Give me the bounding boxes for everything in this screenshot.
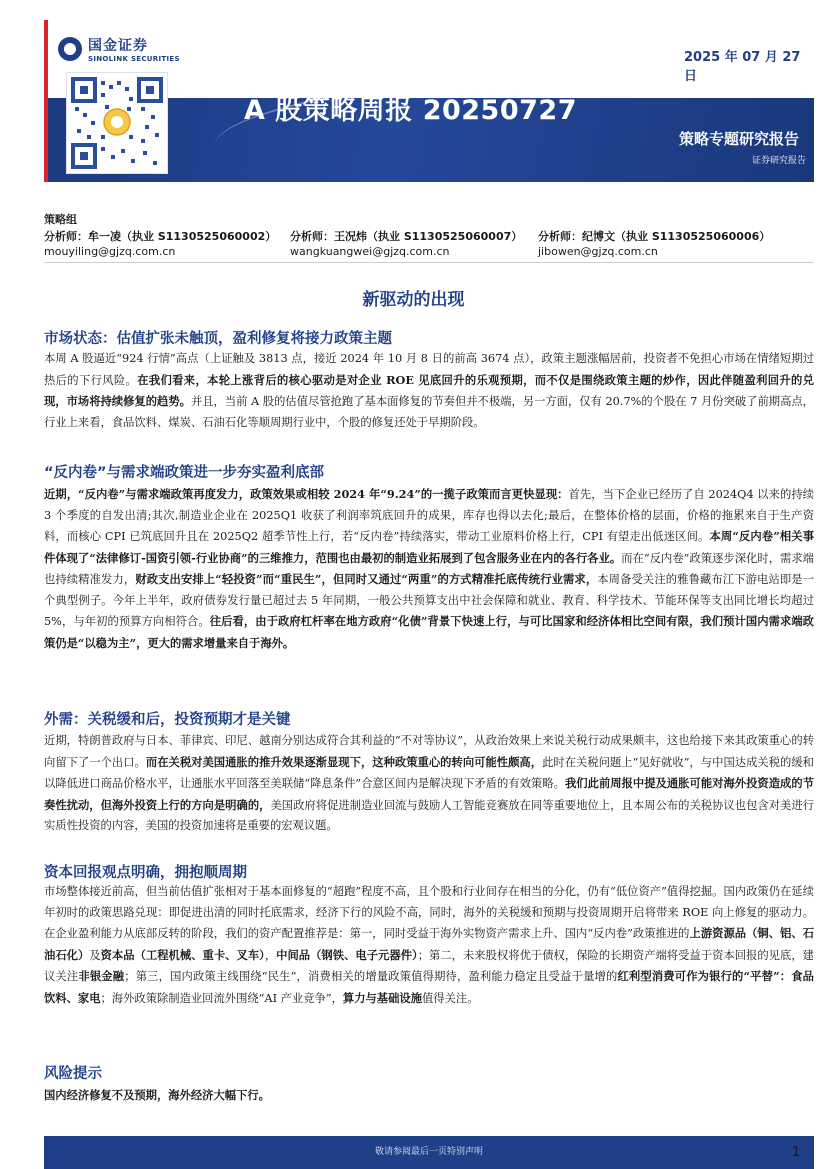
text-run-bold: 资本品（工程机械、重卡、叉车） <box>100 947 265 962</box>
text-run: 首先，当下企业已经历了自 2024Q4 以来的持续 3 个季度的自发出清;其次,制造业企业在 2025Q1 收获了利润率筑底回升的成果，库存也得以去化;最后，在整体价格的层面，价格的拖累来自于生产资料，而核心 CPI 已筑底回升且在 2025Q2 超季节性上行，若“反内卷”持续落实，带动工业原料价格上行，CPI 有望走出低迷区间。 <box>44 488 814 543</box>
text-run-bold: 中间品（钢铁、电子元器件） <box>276 947 418 962</box>
text-run-bold: 上游资源品（铜、铝、石油石化） <box>44 926 814 962</box>
logo-text-cn: 国金证券 <box>88 38 148 54</box>
section-title-external-demand: 外需：关税缓和后，投资预期才是关键 <box>44 712 291 728</box>
text-run-bold: 往后看，由于政府杠杆率在地方政府“化债”背景下快速上行，与可比国家和经济体相比空间有限，我们预计国内需求端政策仍是“以稳为主”，更大的需求增量来自于海外。 <box>44 614 814 650</box>
analyst-name: 分析师：王况炜（执业 S1130525060007） <box>290 230 523 243</box>
text-run: 本周 A 股逼近“924 行情”高点（上证触及 3813 点，接近 2024 年 10 月 8 日的前高 3674 点），政策主题涨幅居前，投资者不免担心市场在情绪短期过热后的下行风险。 <box>44 352 814 387</box>
section-title-capital-return: 资本回报观点明确，拥抱顺周期 <box>44 865 247 881</box>
section-title-anti-involution: “反内卷”与需求端政策进一步夯实盈利底部 <box>44 465 325 481</box>
paragraph-anti-involution <box>44 484 814 654</box>
paragraph-market-status <box>44 349 814 433</box>
report-header <box>44 20 814 182</box>
report-date: 2025 年 07 月 27 日 <box>684 50 801 84</box>
text-run-bold: 我们此前周报中提及通胀可能对海外投资造成的节奏性扰动，但海外投资上行的方向是明确的， <box>44 776 814 812</box>
text-run: 此时在关税问题上“见好就收”，与中国达成关税的缓和以降低进口商品价格水平，让通胀水平回落至美联储“降息条件”合意区间内是解决现下矛盾的有效策略。 <box>44 755 814 790</box>
section-title-market-status: 市场状态：估值扩张未触顶，盈利修复将接力政策主题 <box>44 331 392 347</box>
analyst-name: 分析师：纪博文（执业 S1130525060006） <box>538 230 771 243</box>
analyst-email[interactable]: jibowen@gjzq.com.cn <box>538 245 658 258</box>
paragraph-external-demand <box>44 731 814 837</box>
page-footer <box>44 1136 814 1169</box>
report-type: 策略专题研究报告 <box>679 130 800 148</box>
text-run-bold: 而在关税对美国通胀的推升效果逐渐显现下，这种政策重心的转向可能性颇高， <box>145 754 543 769</box>
text-run: 及 <box>89 948 101 962</box>
text-run-bold: 近期，“反内卷”与需求端政策再度发力，政策效果或相较 2024 年“9.24”的一揽子政策而言更快显现： <box>44 487 569 501</box>
text-run: 并且，当前 A 股的估值尽管抢跑了基本面修复的节奏但并不极端，另一方面，仅有 20.7%的个股在 7 月份突破了前期高点，行业上来看，食品饮料、煤炭、石油石化等顺周期行业中，个股的修复还处于早期阶段。 <box>44 395 814 429</box>
analyst-group: 策略组 <box>44 213 77 226</box>
text-run: 值得关注。 <box>422 991 479 1005</box>
analyst-email[interactable]: wangkuangwei@gjzq.com.cn <box>290 245 450 258</box>
text-run: ；海外政策除制造业回流外围绕“AI 产业竞争”， <box>100 991 343 1005</box>
text-run: ；第二，未来股权将优于债权，保险的长期资产端将受益于资本回报的见底，建议关注 <box>44 948 814 983</box>
company-logo <box>58 32 180 66</box>
analyst-email[interactable]: mouyiling@gjzq.com.cn <box>44 245 176 258</box>
text-run: 美国政府将促进制造业回流与鼓励人工智能竞赛放在同等重要地位上，且本周公布的关税协议也包含对美进行实质性投资的内容，美国的投资加速将是重要的宏观议题。 <box>44 798 814 832</box>
text-run-bold: 本周“反内卷”相关事件体现了“法律修订-国资引领-行业协商”的三维推力，范围也由最初的制造业拓展到了包含服务业在内的各行各业。 <box>44 529 815 565</box>
report-subtype: 证券研究报告 <box>752 156 807 166</box>
text-run-bold: 财政支出安排上“轻投资”而“重民生”，但同时又通过“两重”的方式精准托底传统行业需求， <box>135 572 598 586</box>
report-title: A 股策略周报 20250727 <box>244 95 577 126</box>
text-run: 近期，特朗普政府与日本、菲律宾、印尼、越南分别达成符合其利益的“不对等协议”，从政治效果上来说关税行动成果颇丰，这也给接下来其政策重心的转向留下了一个出口。 <box>44 734 814 769</box>
text-run: 市场整体接近前高，但当前估值扩张相对于基本面修复的“超跑”程度不高，且个股和行业间存在相当的分化，仍有“低位资产”值得挖掘。国内政策仍在延续年初时的政策思路兑现：即促进出清的同时托底需求，经济下行的风险不高，同时，海外的关税缓和预期与投资周期开启将带来 ROE 向上修复的驱动力。在企业盈利能力从底部反转的阶段，我们的资产配置推荐是：第一，同时受益于海外实物资产需求上升、国内“反内卷”政策推进的 <box>44 885 814 940</box>
logo-mark-icon <box>58 37 82 61</box>
analyst-name: 分析师：牟一凌（执业 S1130525060002） <box>44 230 277 243</box>
logo-text-en: SINOLINK SECURITIES <box>88 55 180 63</box>
paragraph-risk <box>44 1085 814 1107</box>
text-run: 而在“反内卷”政策逐步深化时，需求端也持续精准发力， <box>44 551 814 586</box>
text-run-bold: 在我们看来，本轮上涨背后的核心驱动是对企业 ROE 见底回升的乐观预期，而不仅是围绕政策主题的炒作，因此伴随盈利回升的兑现，市场将持续修复的趋势。 <box>44 372 814 408</box>
text-run: 本周备受关注的雅鲁藏布江下游电站即是一个典型例子。今年上半年，政府债券发行量已超过去 5 年同期，一般公共预算支出中社会保障和就业、教育、科学技术、节能环保等支出同比增长均超过 5%，与年初的预算方向相符合。 <box>44 573 814 628</box>
page-number: 1 <box>792 1145 801 1160</box>
text-run: ， <box>264 948 277 962</box>
header-accent-stripe <box>44 20 48 182</box>
text-run-bold: 算力与基础设施 <box>342 990 422 1005</box>
text-run: ；第三，国内政策主线围绕“民生”，消费相关的增量政策值得期待，盈利能力稳定且受益于量增的 <box>124 970 618 983</box>
divider <box>44 262 814 263</box>
page-headline: 新驱动的出现 <box>362 290 465 310</box>
paragraph-capital-return <box>44 882 814 1009</box>
footer-disclaimer: 敬请参阅最后一页特别声明 <box>374 1147 483 1157</box>
text-run-bold: 国内经济修复不及预期，海外经济大幅下行。 <box>44 1088 270 1102</box>
section-title-risk: 风险提示 <box>44 1066 102 1082</box>
text-run-bold: 非银金融 <box>78 969 125 983</box>
qr-code-icon <box>66 72 168 174</box>
text-run-bold: 红利型消费可作为银行的“平替”：食品饮料、家电 <box>44 969 814 1005</box>
